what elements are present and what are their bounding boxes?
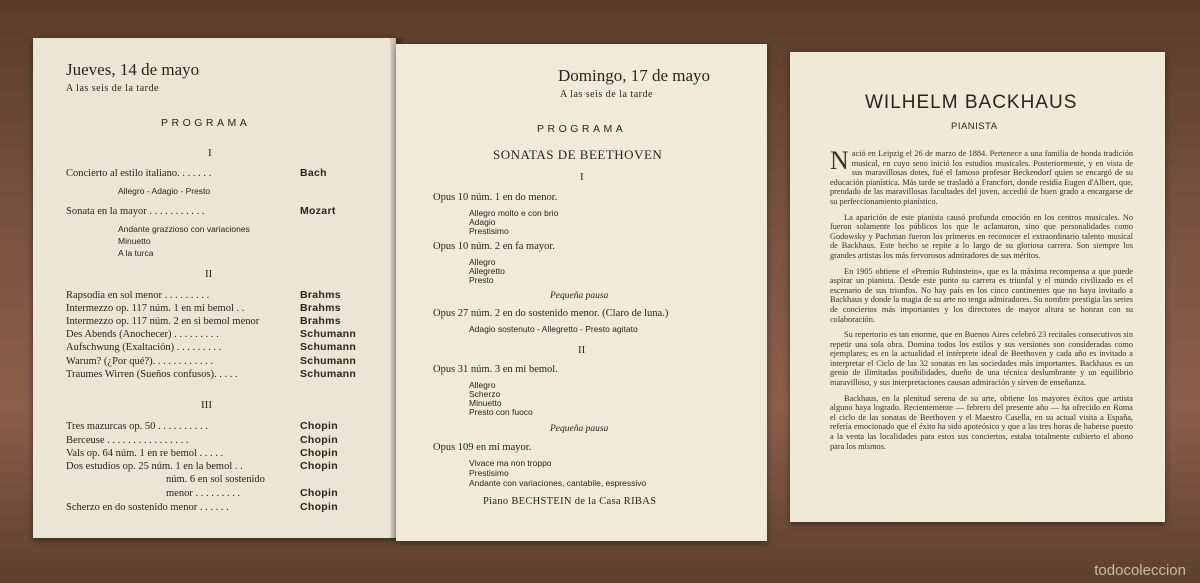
composer-name: Chopin (300, 460, 338, 472)
movement: Minuetto (469, 398, 502, 408)
work-title: Sonata en la mayor . . . . . . . . . . . (66, 206, 205, 217)
section-numeral: II (578, 344, 586, 356)
work-title: Opus 27 núm. 2 en do sostenido menor. (Claro de luna.) (433, 308, 669, 319)
movement: A la turca (118, 248, 154, 258)
section-numeral: II (205, 268, 213, 280)
pause-note: Pequeña pausa (550, 424, 609, 434)
composer-name: Schumann (300, 368, 357, 380)
composer-name: Schumann (300, 355, 357, 367)
composer-name: Brahms (300, 315, 341, 327)
work-title: Dos estudios op. 25 núm. 1 en la bemol . . (66, 461, 243, 472)
composer-name: Chopin (300, 447, 338, 459)
piano-credit: Piano BECHSTEIN de la Casa RIBAS (483, 496, 657, 507)
composer-name: Brahms (300, 302, 341, 314)
pianist-name: WILHELM BACKHAUS (865, 92, 1078, 113)
movement: Minuetto (118, 236, 151, 246)
concert-date: Jueves, 14 de mayo (66, 60, 200, 79)
work-title: Aufschwung (Exaltación) . . . . . . . . . (66, 342, 222, 353)
work-title: Traumes Wirren (Sueños confusos). . . . . (66, 369, 238, 380)
movement: Prestisimo (469, 468, 509, 478)
bio-paragraph: En 1905 obtiene el «Premio Rubinstein», que es la máxima recompensa a que puede aspirar un pianista. Desde este punto su carrera es triunfal y el mundo civilizado es el escenario de sus triunfos. No hay país en los cinco continentes que no haya invitado a Backhaus y donde la magia de su arte no tenga admiradores. Su nombre prestigia las series de conciertos más importantes y los directores de mayor altura se honran con su colaboración. (830, 266, 1133, 324)
bio-paragraph: La aparición de este pianista causó profunda emoción en los centros musicales. No fueron solamente los públicos los que le aclamaron, sino que personalidades como Godowsky y Pachman fueron los primeros en reconocer el extraordinario talento musical de Backhaus. Este hecho se repite a lo largo de su gloriosa carrera. Son siempre los grandes artistas los más fervorosos admiradores de sus méritos. (830, 212, 1133, 260)
programa-heading: PROGRAMA (161, 117, 251, 129)
work-title: Des Abends (Anochecer) . . . . . . . . . (66, 329, 219, 340)
movement: Presto con fuoco (469, 407, 533, 417)
movements: Adagio sostenuto - Allegretto - Presto agitato (469, 324, 638, 334)
work-title: Opus 10 núm. 1 en do menor. (433, 192, 558, 203)
bio-paragraph: Su repertorio es tan enorme, que en Buenos Aires celebró 23 recitales consecutivos sin repetir una sola obra. Domina todos los estilos y sus versiones son consideradas como ejemplares; es en la actualidad el intérprete ideal de Beethoven y cada año es invitado a interpretar el Ciclo de las 32 sonatas en las sociedades más importantes. Backhaus es un genio de ilimitadas posibilidades, dueño de una técnica deslumbrante y un equilibrio maravilloso, y sus interpretaciones causan admiración y sirven de enseñanza. (830, 330, 1133, 388)
bio-paragraph: Nació en Leipzig el 26 de marzo de 1884. Pertenece a una familia de honda tradición musical, en cuyo seno inició los estudios musicales. Posteriormente, y en vista de sus maravillosas dotes, fué el famoso profesor Beckendorf quien se encargó de su educación pianística. Más tarde se trasladó a Francfort, donde residía Eugen d'Albert, que, prendado de las maravillosas facultades del joven, accedió de buen grado a encargarse de su perfeccionamiento pianístico. (830, 149, 1133, 206)
concert-time: A las seis de la tarde (66, 83, 159, 94)
concert-date: Domingo, 17 de mayo (558, 66, 711, 85)
composer-name: Schumann (300, 341, 357, 353)
composer-name: Mozart (300, 205, 336, 217)
composer-name: Chopin (300, 434, 338, 446)
work-title: Opus 109 en mi mayor. (433, 442, 532, 453)
work-title: Vals op. 64 núm. 1 en re bemol . . . . . (66, 448, 224, 459)
work-title-continuation: núm. 6 en sol sostenido (166, 474, 265, 485)
movement: Allegro molto e con brio (469, 208, 559, 218)
movement: Andante con variaciones, cantabile, espressivo (469, 478, 647, 488)
concert-time: A las seis de la tarde (560, 89, 653, 100)
movement: Scherzo (469, 389, 501, 399)
work-title: Intermezzo op. 117 núm. 2 en si bemol menor (66, 316, 260, 327)
programa-heading: PROGRAMA (537, 123, 627, 135)
drop-cap: N (830, 149, 849, 175)
composer-name: Brahms (300, 289, 341, 301)
program-page-sunday (396, 44, 767, 541)
work-title: Intermezzo op. 117 núm. 1 en mi bemol . . (66, 303, 245, 314)
movement: Allegro (469, 257, 496, 267)
movement: Allegro (469, 380, 496, 390)
work-title: Warum? (¿Por qué?). . . . . . . . . . . . (66, 356, 213, 367)
section-numeral: I (208, 147, 212, 159)
biography-card (790, 52, 1165, 522)
work-title: Tres mazurcas op. 50 . . . . . . . . . . (66, 421, 208, 432)
work-title: Scherzo en do sostenido menor . . . . . . (66, 502, 229, 513)
bio-paragraph: Backhaus, en la plenitud serena de su arte, obtiene los mayores éxitos que artista alguno haya logrado. Recientemente — febrero del presente año — ha ofrecido en Roma el ciclo de las sonatas de Beethoven y el Maestro Casella, en su actual visita a España, refería emocionado que el éxito ha sido apoteósico y que a las tres horas de haberse puesto a la venta las localidades para estos sus conciertos, estaba totalmente cubierto el abono para los mismos. (830, 393, 1133, 451)
movement: Prestisimo (469, 226, 509, 236)
section-numeral: I (580, 171, 584, 183)
composer-name: Chopin (300, 420, 338, 432)
pause-note: Pequeña pausa (550, 291, 609, 301)
watermark: todocoleccion (1094, 562, 1186, 579)
biography-text (830, 149, 1133, 517)
work-title-continuation: menor . . . . . . . . . (166, 488, 241, 499)
movement: Vivace ma non troppo (469, 458, 552, 468)
movement: Andante grazzioso con variaciones (118, 224, 250, 234)
work-title: Opus 10 núm. 2 en fa mayor. (433, 241, 555, 252)
section-numeral: III (201, 399, 212, 411)
movement: Presto (469, 275, 494, 285)
work-title: Opus 31 núm. 3 en mi bemol. (433, 364, 558, 375)
composer-name: Chopin (300, 487, 338, 499)
movement: Allegretto (469, 266, 505, 276)
program-page-thursday (33, 38, 396, 538)
composer-name: Schumann (300, 328, 357, 340)
movements: Allegro - Adagio - Presto (118, 186, 211, 196)
movement: Adagio (469, 217, 496, 227)
work-title: Concierto al estilo italiano. . . . . . . (66, 168, 212, 179)
sonatas-heading: SONATAS DE BEETHOVEN (493, 147, 663, 162)
work-title: Berceuse . . . . . . . . . . . . . . . . (66, 435, 189, 446)
work-title: Rapsodia en sol menor . . . . . . . . . (66, 290, 210, 301)
composer-name: Bach (300, 167, 327, 179)
composer-name: Chopin (300, 501, 338, 513)
pianist-role: PIANISTA (951, 121, 998, 132)
